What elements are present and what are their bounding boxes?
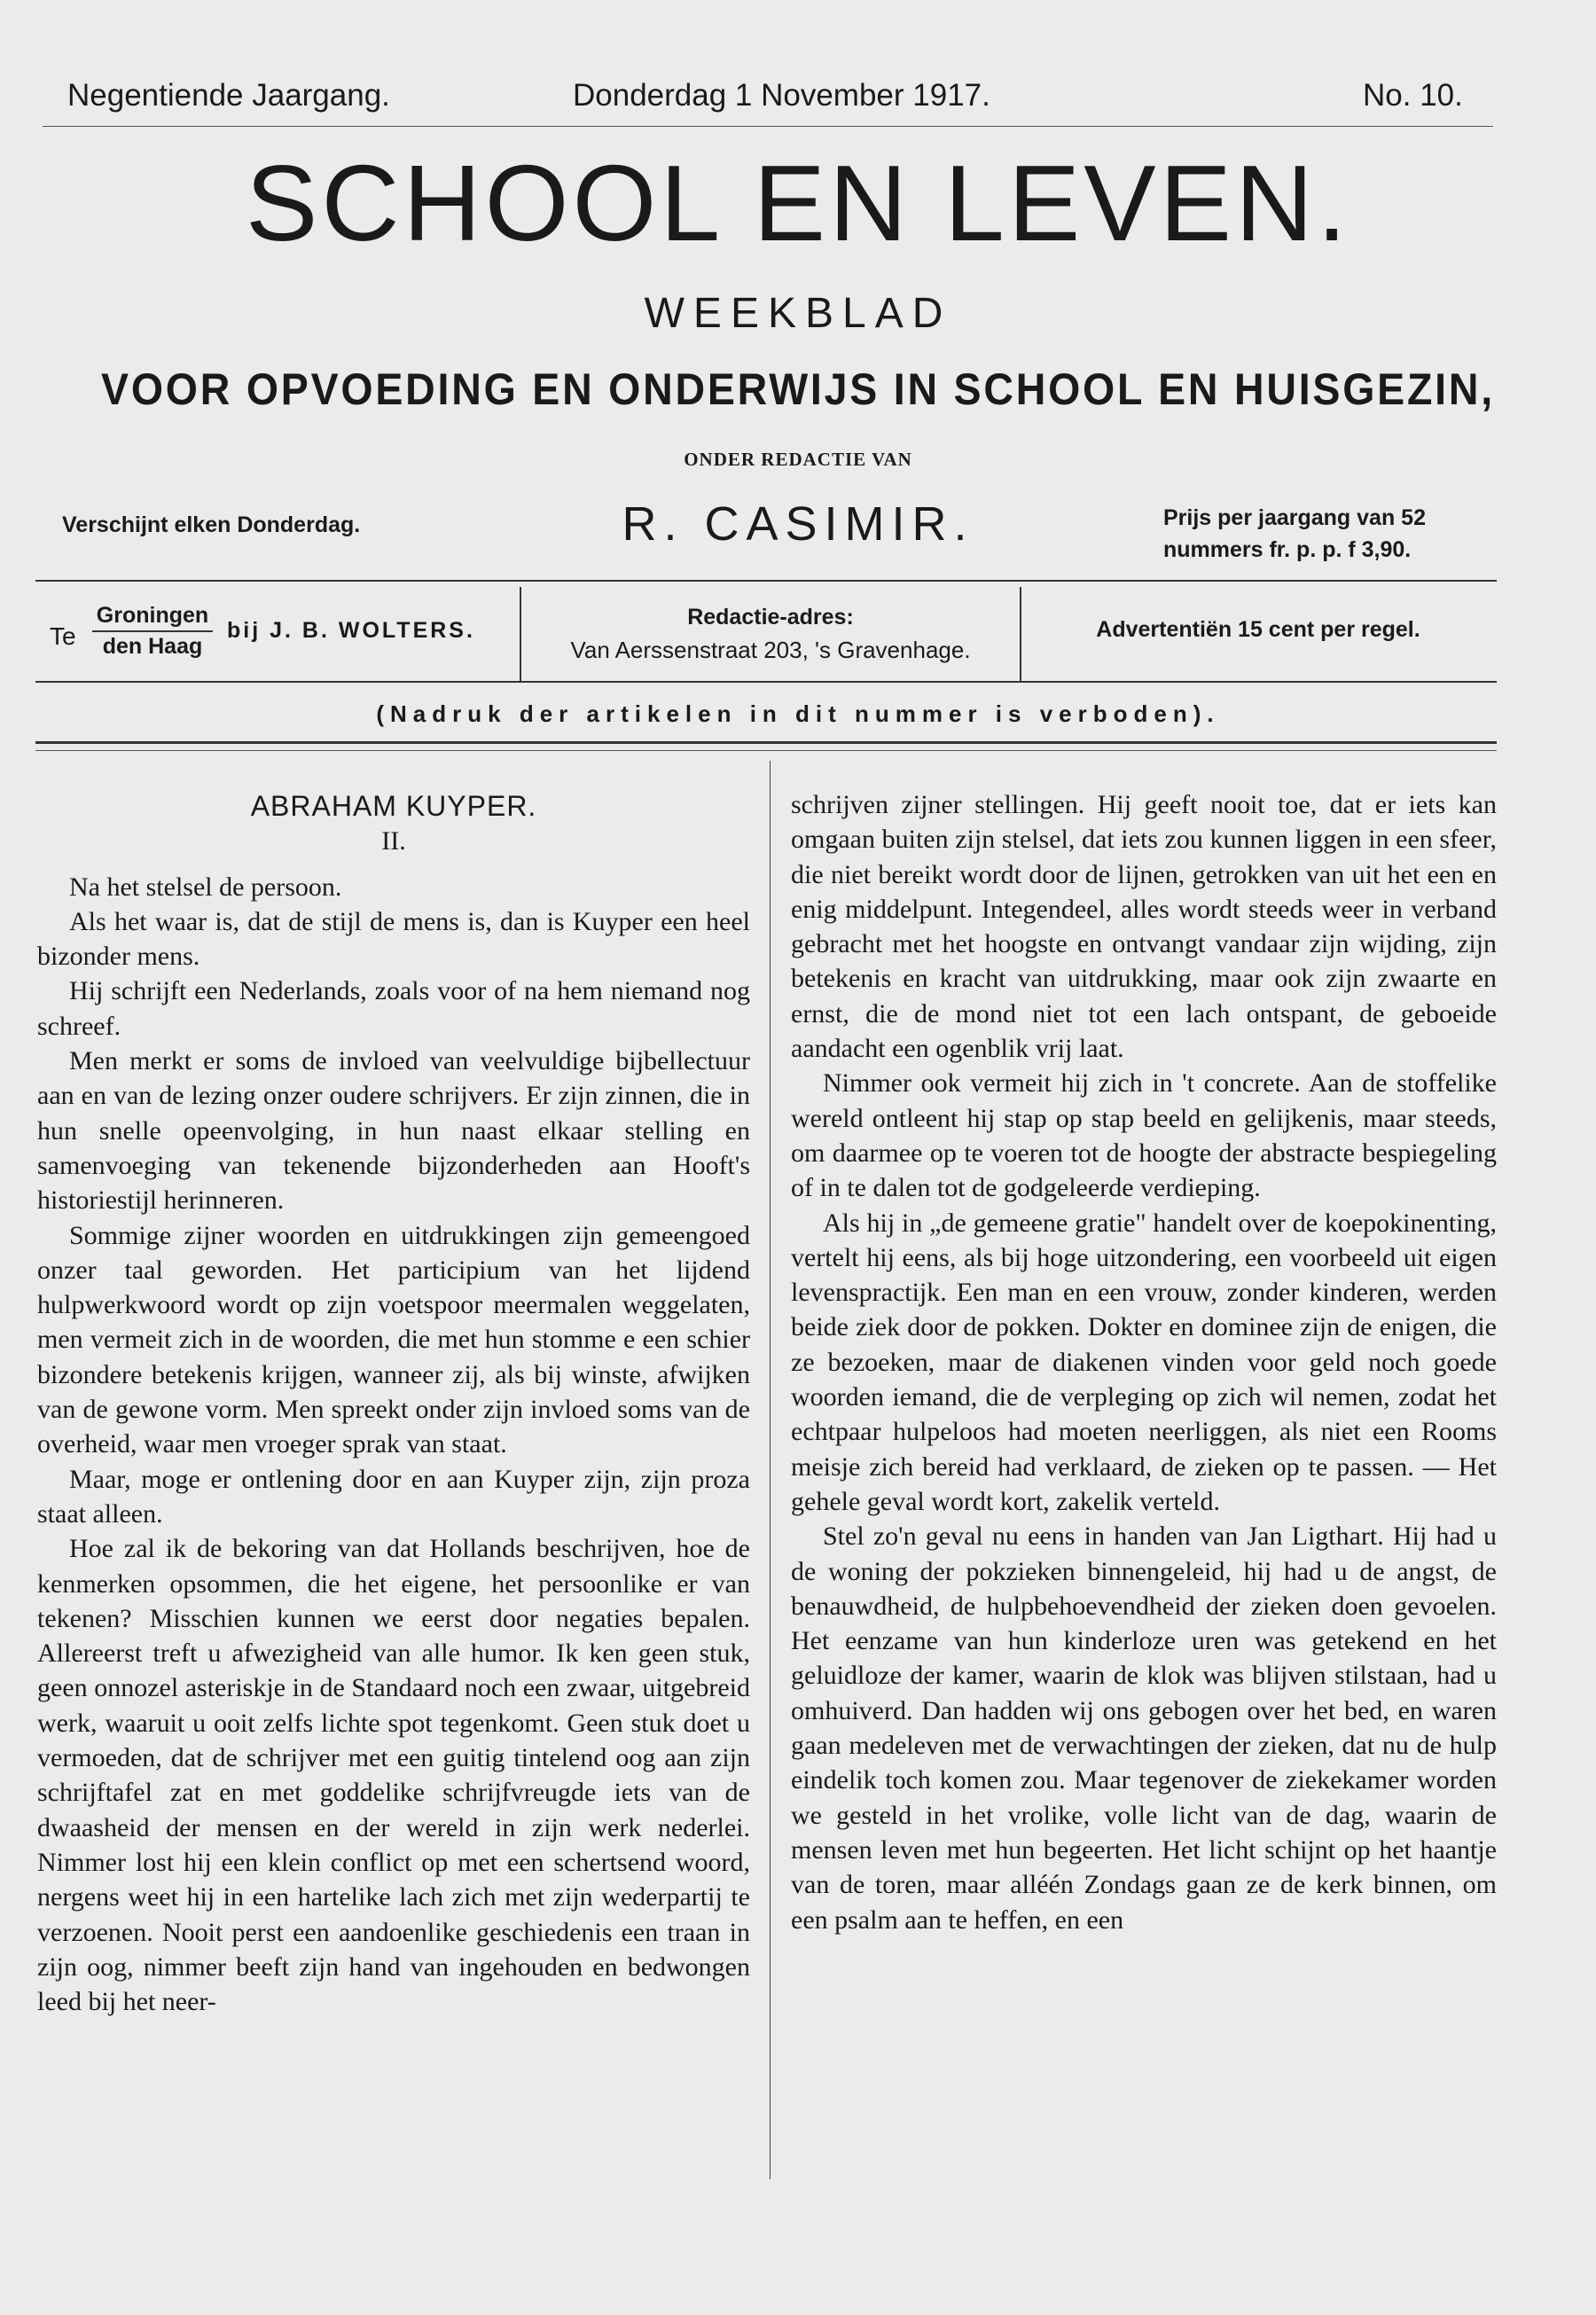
- reprint-notice: (Nadruk der artikelen in dit nummer is verboden).: [376, 700, 1220, 727]
- address-label: Redactie-adres:: [687, 605, 854, 630]
- volume-label: Negentiende Jaargang.: [67, 78, 390, 113]
- right-column: [791, 787, 1497, 1937]
- top-divider: [43, 126, 1493, 127]
- city-fraction: [92, 603, 213, 660]
- bar-divider-2: [1020, 587, 1021, 681]
- price-line-2: nummers fr. p. p. f 3,90.: [1163, 537, 1412, 562]
- paragraph: Na het stelsel de persoon.: [69, 872, 342, 902]
- te-label: Te: [50, 622, 76, 650]
- publisher-bar-top-rule: [35, 580, 1497, 582]
- paragraph: Hoe zal ik de bekoring van dat Hollands beschrijven, hoe de kenmerken opsommen, die het eigene, het persoonlike er van tekenen? Misschien kunnen we eerst door negaties bepalen. Allereerst treft u afwezigheid van alle humor. Ik ken geen stuk, geen onnozel asteriskje in de Standaard noch een zwaar, uitgebreid werk, waaruit u ooit zelfs lichte spot tegenkomt. Geen stuk doet u vermoeden, dat de schrijver met een guitig tintelend oog aan zijn schrijftafel zat en met goddelike schrijfvreugde iets van de dwaasheid der mensen en der wereld in zijn werk nederlei. Nimmer lost hij een klein conflict op met een schertsend woord, nergens weet hij in een hartelike lach zich met zijn wederpartij te verzoenen. Nooit perst een aandoenlike geschiedenis een traan in zijn oog, nimmer beeft zijn hand van ingehouden en bedwongen leed bij het neer-: [37, 1534, 750, 2017]
- notice-rule: [35, 741, 1497, 744]
- appears-note: Verschijnt elken Donderdag.: [62, 512, 361, 537]
- publisher-name: bij J. B. WOLTERS.: [227, 618, 475, 643]
- paragraph: Stel zo'n geval nu eens in handen van Jan Ligthart. Hij had u de woning der pokzieken binnengeleid, hij had u de angst, de benauwdheid, de hulpbehoevendheid der zieken doen gevoelen. Het eenzame van hun kinderloze uren was getekend en het geluidloze der kamer, waarin de klok was blijven stilstaan, had u omhuiverd. Dan hadden wij ons gebogen over het bed, en waren gaan medeleven met de verwachtingen der zieken, dat nu de hulp eindelik toch komen zou. Maar tegenover de ziekekamer worden we gesteld in het vrolike, volle licht van de dag, waarin de mensen leven met hun begeerten. Het licht schijnt op het haantje van de toren, maar alléén Zondags gaan ze de kerk binnen, om een psalm aan te heffen, en een: [791, 1521, 1497, 1935]
- article-part: II.: [381, 826, 406, 856]
- paragraph: Als hij in „de gemeene gratie" handelt over de koepokinenting, vertelt hij eens, als bij hoge uitzondering, een voorbeeld uit eigen levenspractijk. Een man en een vrouw, zonder kinderen, werden beide ziek door de pokken. Dokter en dominee zijn de enigen, die ze bezoeken, maar de diakenen vinden voor geld noch goede woorden iemand, die de verpleging op zich wil nemen, zodat het echtpaar hulpeloos had moeten neerliggen, als niet een Rooms meisje zich bereid had verklaard, de zieken op te passen. — Het gehele geval wordt kort, zakelik verteld.: [791, 1208, 1497, 1516]
- subtitle: VOOR OPVOEDING EN ONDERWIJS IN SCHOOL EN HUISGEZIN,: [101, 364, 1495, 414]
- onder-redactie-label: ONDER REDACTIE VAN: [684, 449, 912, 470]
- paragraph: Hij schrijft een Nederlands, zoals voor of na hem niemand nog schreef.: [37, 976, 750, 1041]
- address-text: Van Aerssenstraat 203, 's Gravenhage.: [570, 637, 971, 663]
- article-title: ABRAHAM KUYPER.: [250, 790, 537, 822]
- price-line-1: Prijs per jaargang van 52: [1163, 505, 1426, 530]
- paragraph: Sommige zijner woorden en uitdrukkingen zijn gemeengoed onzer taal geworden. Het participium van het lijdend hulpwerkwoord wordt op zijn voetspoor meermalen weggelaten, men vermeit zich in de woorden, die met hun stomme e een schier bizondere betekenis krijgen, wanneer zij, als bij winste, afwijken van de gewone vorm. Men spreekt onder zijn invloed soms van de overheid, waar men vroeger sprak van staat.: [37, 1220, 750, 1459]
- issue-number: No. 10.: [1363, 78, 1463, 113]
- ads-price: Advertentiën 15 cent per regel.: [1096, 617, 1420, 642]
- notice-rule-thin: [35, 750, 1497, 751]
- publisher-bar-bottom-rule: [35, 681, 1497, 683]
- editor-name: R. CASIMIR.: [622, 497, 974, 551]
- column-divider: [770, 761, 771, 2179]
- paragraph: Men merkt er soms de invloed van veelvuldige bijbellectuur aan en van de lezing onzer oudere schrijvers. Er zijn zinnen, die in hun snelle opeenvolging, in hun naast elkaar stelling en samenvoeging van tekenende bijzonderheden aan Hooft's historiestijl herinneren.: [37, 1046, 750, 1216]
- price-note: [1163, 502, 1518, 566]
- address-block: [523, 601, 1018, 667]
- weekblad-label: WEEKBLAD: [644, 290, 952, 337]
- paragraph: Als het waar is, dat de stijl de mens is, dan is Kuyper een heel bizonder mens.: [37, 906, 750, 972]
- paragraph: Nimmer ook vermeit hij zich in 't concrete. Aan de stoffelike wereld ontleent hij stap op stap beeld en gelijkenis, maar steeds, om daarmee op te voeren tot de hoogte der abstracte bespiegeling of in te dalen tot de godgeleerde verdieping.: [791, 1068, 1497, 1203]
- issue-date: Donderdag 1 November 1917.: [573, 78, 990, 113]
- left-column: [37, 780, 750, 2019]
- city-1: Groningen: [92, 603, 213, 632]
- masthead-title: SCHOOL EN LEVEN.: [246, 143, 1350, 263]
- paragraph: schrijven zijner stellingen. Hij geeft nooit toe, dat er iets kan omgaan buiten zijn stelsel, dat iets zou kunnen liggen in een sfeer, die niet bereikt wordt door de lijnen, getrokken van uit het een en enig middelpunt. Integendeel, alles wordt steeds weer in verband gebracht met het hoogste en ontvangt vandaar zijn wijding, zijn betekenis en kracht van uitdrukking, maar ook zijn zwaarte en ernst, die de mond niet tot een lach ontspant, de geboeide aandacht een ogenblik vrij laat.: [791, 790, 1497, 1064]
- bar-divider-1: [520, 587, 521, 681]
- paragraph: Maar, moge er ontlening door en aan Kuyper zijn, zijn proza staat alleen.: [37, 1464, 750, 1529]
- city-2: den Haag: [102, 634, 203, 659]
